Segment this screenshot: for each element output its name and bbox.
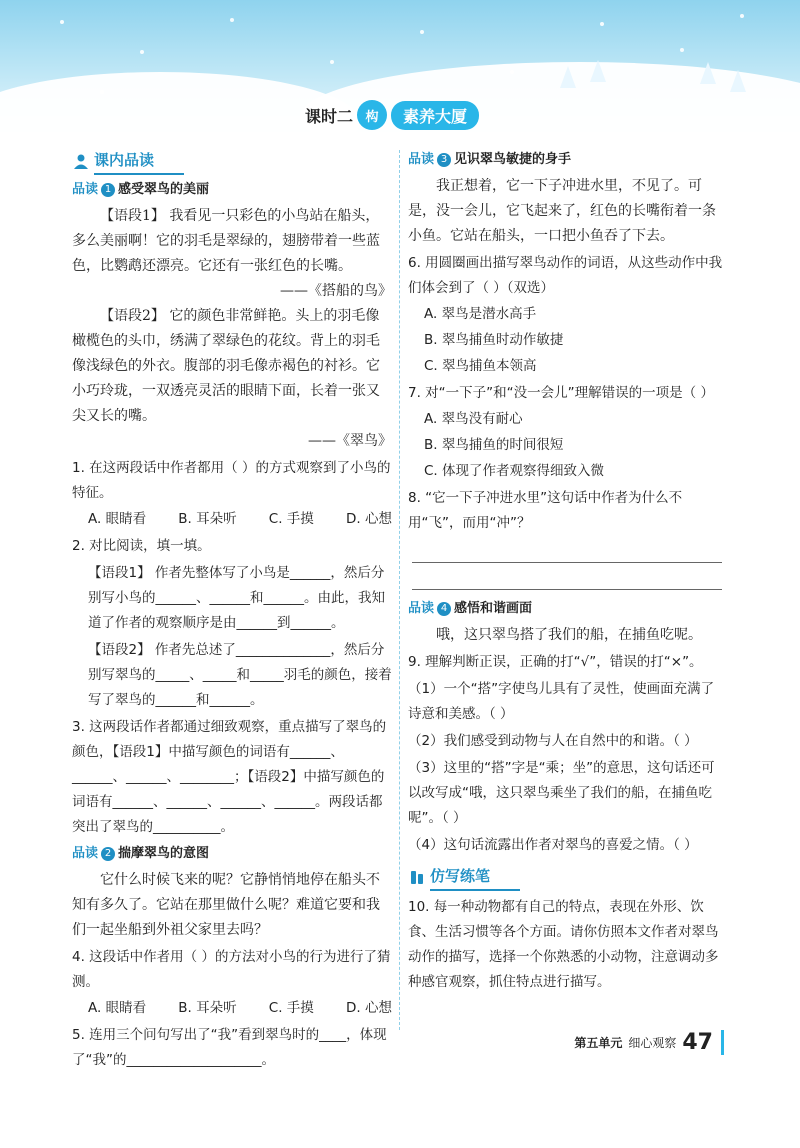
writing-section-heading xyxy=(408,864,726,891)
page-footer xyxy=(574,1030,724,1055)
question-6: 6. 用圆圈画出描写翠鸟动作的词语，从这些动作中我们体会到了（ ）（双选） xyxy=(408,255,723,296)
pindu-3-heading: 品读 3 见识翠鸟敏捷的身手 xyxy=(408,152,572,167)
question-1: 1. 在这两段话中作者都用（ ）的方式观察到了小鸟的特征。 xyxy=(72,460,391,501)
question-4: 4. 这段话中作者用（ ）的方法对小鸟的行为进行了猜测。 xyxy=(72,949,391,990)
unit-theme: 细心观察 xyxy=(628,1036,677,1050)
option[interactable]: B. 耳朵听 xyxy=(178,1000,237,1016)
question-9-item[interactable]: （1）一个“搭”字使鸟儿具有了灵性，使画面充满了诗意和美感。（ ） xyxy=(408,681,715,722)
unit-label: 第五单元 xyxy=(574,1036,623,1050)
reading-section-label: 课内品读 xyxy=(94,148,184,175)
question-1-options xyxy=(72,506,392,532)
question-2-part-b[interactable]: 【语段2】 作者先总述了______________，然后分别写翠鸟的_____、_____和_____羽毛的颜色，接着写了翠鸟的______和______。 xyxy=(88,642,392,708)
question-2-part-a[interactable]: 【语段1】 作者先整体写了小鸟是______，然后分别写小鸟的______、______和______。由此，我知道了作者的观察顺序是由______到______。 xyxy=(88,565,385,631)
option[interactable]: A. 眼睛看 xyxy=(88,1000,147,1016)
lesson-title xyxy=(296,100,488,130)
option[interactable]: C. 翠鸟捕鱼本领高 xyxy=(424,358,537,374)
question-2: 2. 对比阅读，填一填。 xyxy=(72,538,211,554)
question-9-item[interactable]: （4）这句话流露出作者对翠鸟的喜爱之情。（ ） xyxy=(408,837,698,853)
reader-icon xyxy=(72,153,90,171)
lesson-label: 课时二 xyxy=(304,106,353,126)
option[interactable]: A. 眼睛看 xyxy=(88,511,147,527)
question-3[interactable]: 3. 这两段话作者都通过细致观察，重点描写了翠鸟的颜色，【语段1】中描写颜色的词语有______、______、______、________；【语段2】中描写颜色的词语有______、______、______、______。两段话都突出了翠鸟的__________。 xyxy=(72,719,387,835)
pencil-icon xyxy=(408,869,426,887)
question-9: 9. 理解判断正误，正确的打“√”，错误的打“×”。 xyxy=(408,654,703,670)
page-number: 47 xyxy=(682,1030,724,1055)
passage-1-source: ——《搭船的鸟》 xyxy=(280,283,392,299)
writing-section-label: 仿写练笔 xyxy=(430,864,520,891)
reading-section-heading xyxy=(72,148,392,175)
passage-3: 它什么时候飞来的呢？它静悄悄地停在船头不知有多久了。它站在那里做什么呢？难道它要和我们一起坐船到外祖父家里去吗？ xyxy=(72,872,380,938)
option[interactable]: A. 翠鸟是潜水高手 xyxy=(424,306,537,322)
left-column xyxy=(72,146,392,1073)
question-9-item[interactable]: （3）这里的“搭”字是“乘；坐”的意思，这句话还可以改写成“哦，这只翠鸟乘坐了我们的船，在捕鱼吃呢”。（ ） xyxy=(408,760,715,826)
question-8: 8. “它一下子冲进水里”这句话中作者为什么不用“飞”，而用“冲”？ xyxy=(408,490,683,531)
option[interactable]: C. 体现了作者观察得细致入微 xyxy=(424,463,605,479)
answer-line[interactable] xyxy=(412,536,722,563)
option[interactable]: C. 手摸 xyxy=(268,511,314,527)
option[interactable]: B. 耳朵听 xyxy=(178,511,237,527)
passage-2: 【语段2】 它的颜色非常鲜艳。头上的羽毛像橄榄色的头巾，绣满了翠绿色的花纹。背上的羽毛像浅绿色的外衣。腹部的羽毛像赤褐色的衬衫。它小巧玲珑，一双透亮灵活的眼睛下面，长着一张又尖又长的嘴。 xyxy=(72,308,380,424)
pindu-2-heading: 品读 2 揣摩翠鸟的意图 xyxy=(72,846,210,861)
passage-1: 【语段1】 我看见一只彩色的小鸟站在船头，多么美丽啊！它的羽毛是翠绿的，翅膀带着一些蓝色，比鹦鹉还漂亮。它还有一张红色的长嘴。 xyxy=(72,208,380,274)
question-4-options xyxy=(72,995,392,1021)
right-column xyxy=(408,146,726,995)
column-divider xyxy=(399,150,400,1030)
option[interactable]: B. 翠鸟捕鱼的时间很短 xyxy=(424,437,564,453)
answer-line[interactable] xyxy=(412,563,722,590)
passage-4: 我正想着，它一下子冲进水里，不见了。可是，没一会儿，它飞起来了，红色的长嘴衔着一条小鱼。它站在船头，一口把小鱼吞了下去。 xyxy=(408,178,716,244)
question-10[interactable]: 10. 每一种动物都有自己的特点，表现在外形、饮食、生活习惯等各个方面。请你仿照本文作者对翠鸟动作的描写，选择一个你熟悉的小动物，注意调动多种感官观察，抓住特点进行描写。 xyxy=(408,899,719,990)
section-title: 素养大厦 xyxy=(391,101,479,130)
page-header-banner xyxy=(0,0,800,132)
lesson-badge: 构 xyxy=(357,100,387,130)
option[interactable]: D. 心想 xyxy=(345,1000,392,1016)
passage-2-source: ——《翠鸟》 xyxy=(308,433,392,449)
option[interactable]: B. 翠鸟捕鱼时动作敏捷 xyxy=(424,332,564,348)
option[interactable]: D. 心想 xyxy=(345,511,392,527)
pindu-1-heading: 品读 1 感受翠鸟的美丽 xyxy=(72,182,210,197)
pindu-4-heading: 品读 4 感悟和谐画面 xyxy=(408,601,533,616)
question-9-item[interactable]: （2）我们感受到动物与人在自然中的和谐。（ ） xyxy=(408,733,698,749)
question-7: 7. 对“一下子”和“没一会儿”理解错误的一项是（ ） xyxy=(408,385,714,401)
passage-5: 哦，这只翠鸟搭了我们的船，在捕鱼吃呢。 xyxy=(436,627,702,643)
option[interactable]: A. 翠鸟没有耐心 xyxy=(424,411,523,427)
option[interactable]: C. 手摸 xyxy=(268,1000,314,1016)
question-5[interactable]: 5. 连用三个问句写出了“我”看到翠鸟时的____，体现了“我”的____________________。 xyxy=(72,1027,387,1068)
